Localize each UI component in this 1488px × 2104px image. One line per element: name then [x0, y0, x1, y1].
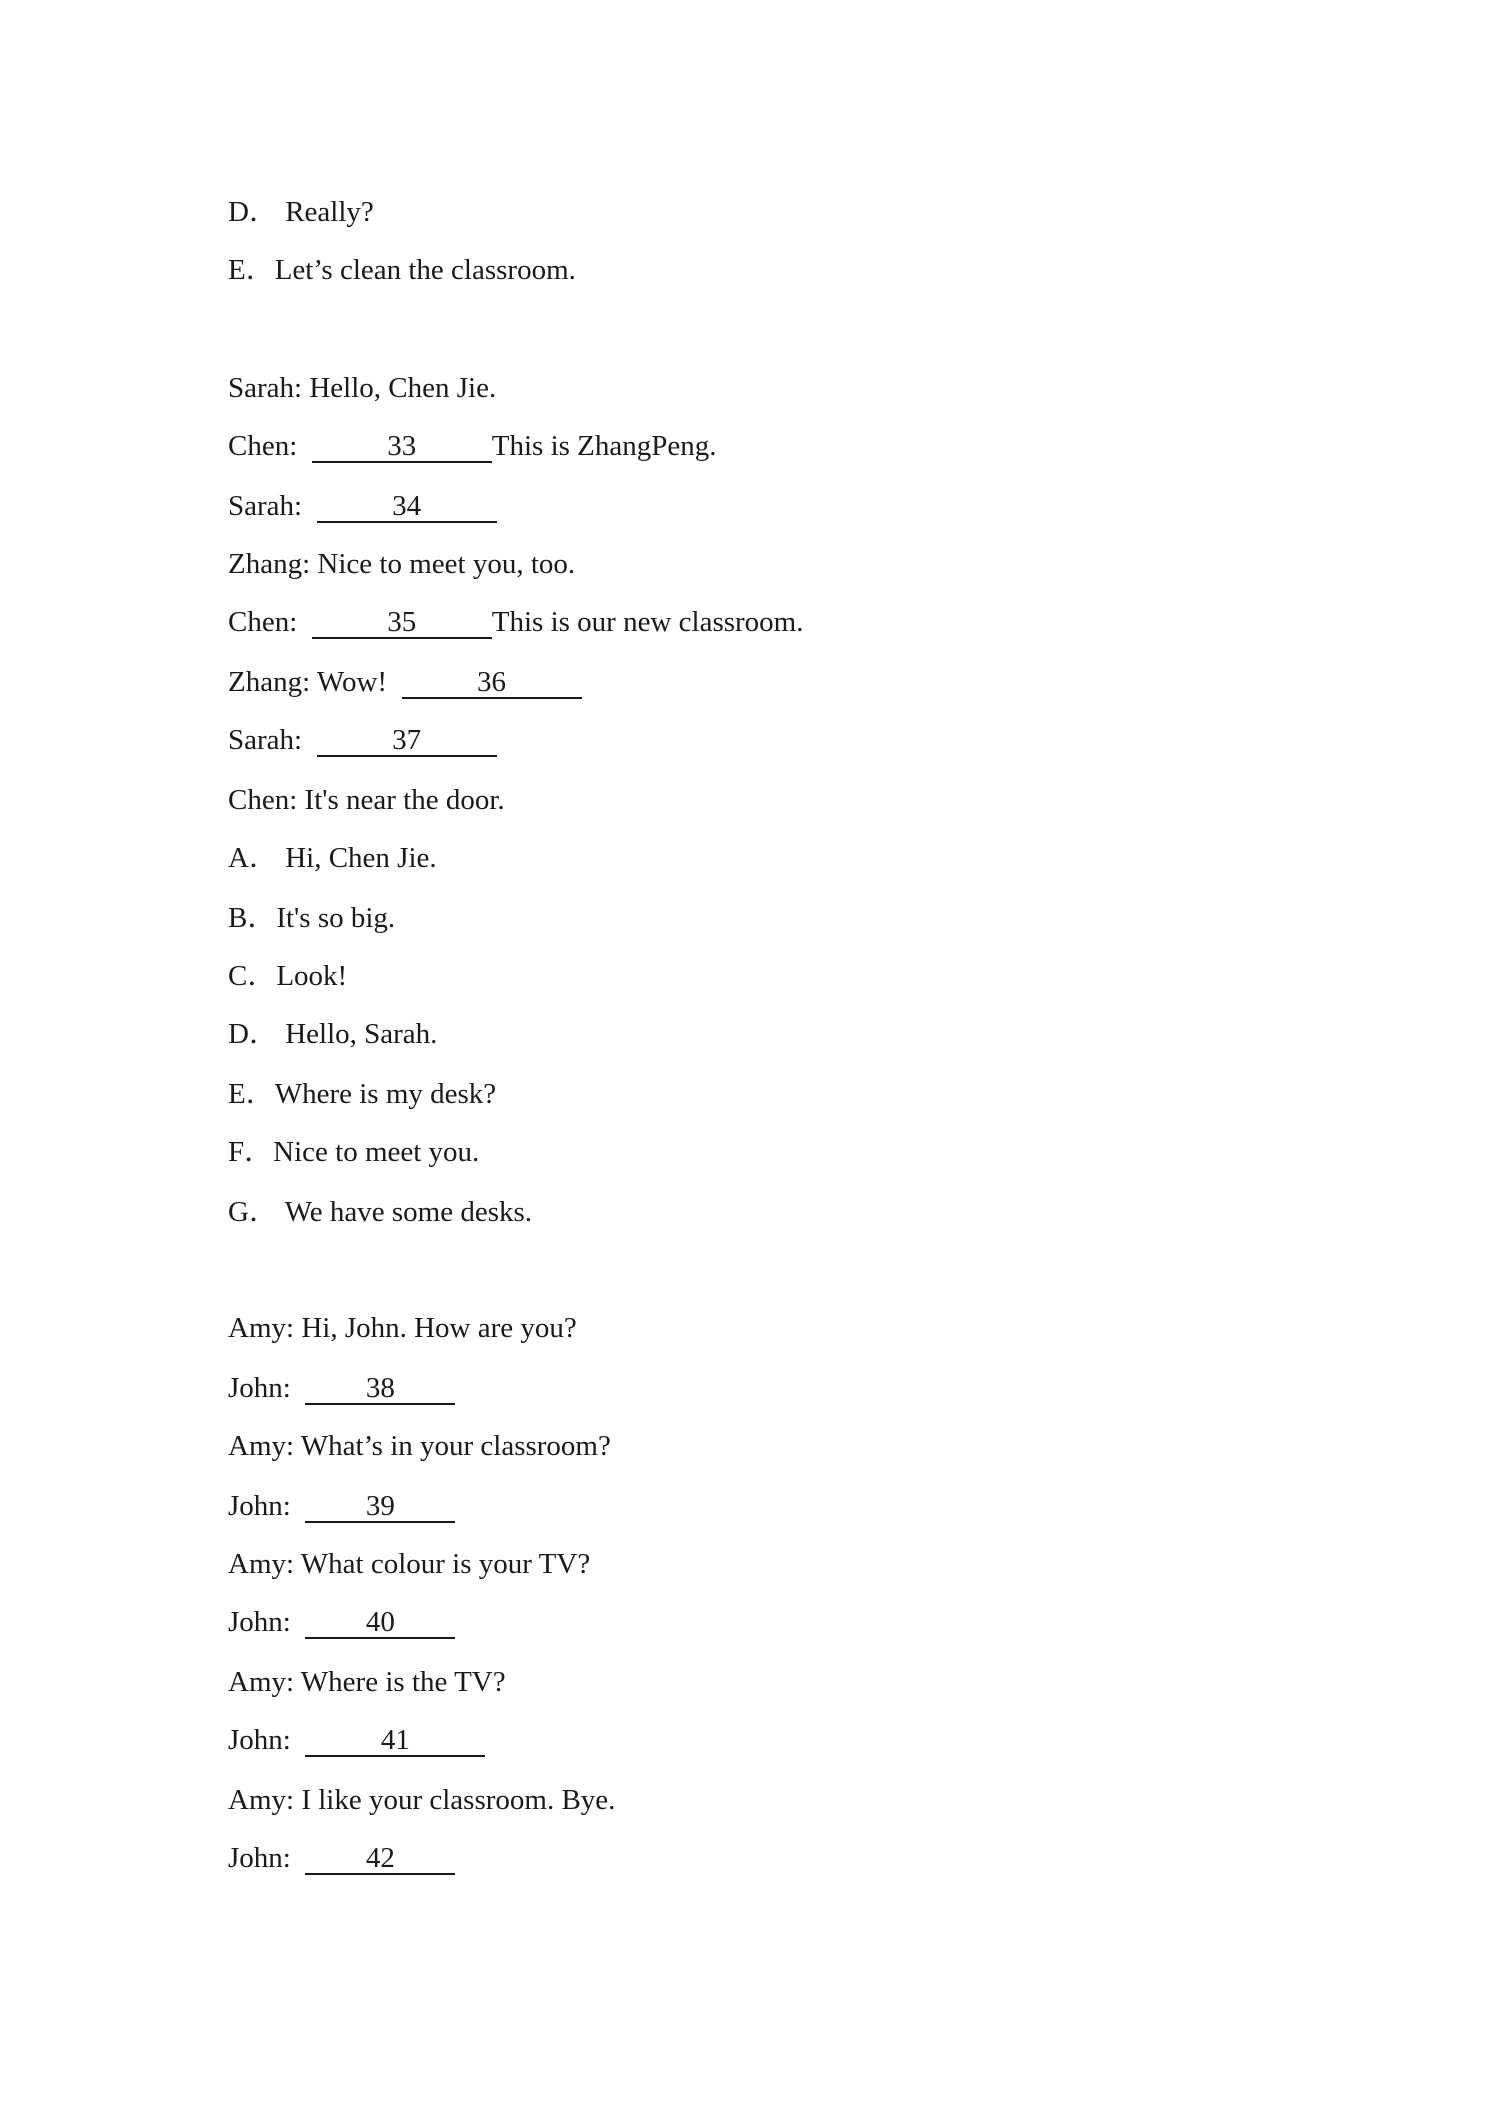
dialogue-line: Amy: Where is the TV?: [228, 1666, 506, 1698]
dialogue-line: Zhang: Nice to meet you, too.: [228, 548, 576, 580]
answer-blank-41[interactable]: 41: [305, 1725, 485, 1757]
dialogue-line: John: 40: [228, 1604, 455, 1640]
dialogue-line: Sarah: 37: [228, 722, 497, 758]
dialogue-line: Amy: I like your classroom. Bye.: [228, 1784, 616, 1816]
dialogue-line: Amy: What colour is your TV?: [228, 1548, 591, 1580]
option-b: B．It's so big.: [228, 902, 396, 934]
answer-blank-42[interactable]: 42: [305, 1843, 455, 1875]
dialogue-line: Amy: Hi, John. How are you?: [228, 1312, 577, 1344]
option-c: C．Look!: [228, 960, 348, 992]
answer-blank-33[interactable]: 33: [312, 431, 492, 463]
option-d-really: D． Really?: [228, 196, 374, 228]
dialogue-line: Chen: 33 This is ZhangPeng.: [228, 430, 717, 462]
dialogue-line: Amy: What’s in your classroom?: [228, 1430, 611, 1462]
dialogue-line: John: 41: [228, 1722, 485, 1758]
dialogue-line: Zhang: Wow! 36: [228, 664, 582, 700]
answer-blank-35[interactable]: 35: [312, 607, 492, 639]
answer-blank-40[interactable]: 40: [305, 1607, 455, 1639]
dialogue-line: Sarah: 34: [228, 488, 497, 524]
dialogue-line: Sarah: Hello, Chen Jie.: [228, 372, 497, 404]
answer-blank-36[interactable]: 36: [402, 667, 582, 699]
dialogue-line: John: 42: [228, 1840, 455, 1876]
option-d: D． Hello, Sarah.: [228, 1018, 438, 1050]
dialogue-line: John: 39: [228, 1488, 455, 1524]
option-a: A． Hi, Chen Jie.: [228, 842, 437, 874]
answer-blank-39[interactable]: 39: [305, 1491, 455, 1523]
answer-blank-34[interactable]: 34: [317, 491, 497, 523]
answer-blank-37[interactable]: 37: [317, 725, 497, 757]
option-f: F．Nice to meet you.: [228, 1136, 480, 1168]
option-g: G． We have some desks.: [228, 1196, 533, 1228]
answer-blank-38[interactable]: 38: [305, 1373, 455, 1405]
option-e-clean: E．Let’s clean the classroom.: [228, 254, 576, 286]
option-e: E．Where is my desk?: [228, 1078, 497, 1110]
dialogue-line: Chen: 35 This is our new classroom.: [228, 606, 804, 638]
dialogue-line: Chen: It's near the door.: [228, 784, 505, 816]
dialogue-line: John: 38: [228, 1370, 455, 1406]
